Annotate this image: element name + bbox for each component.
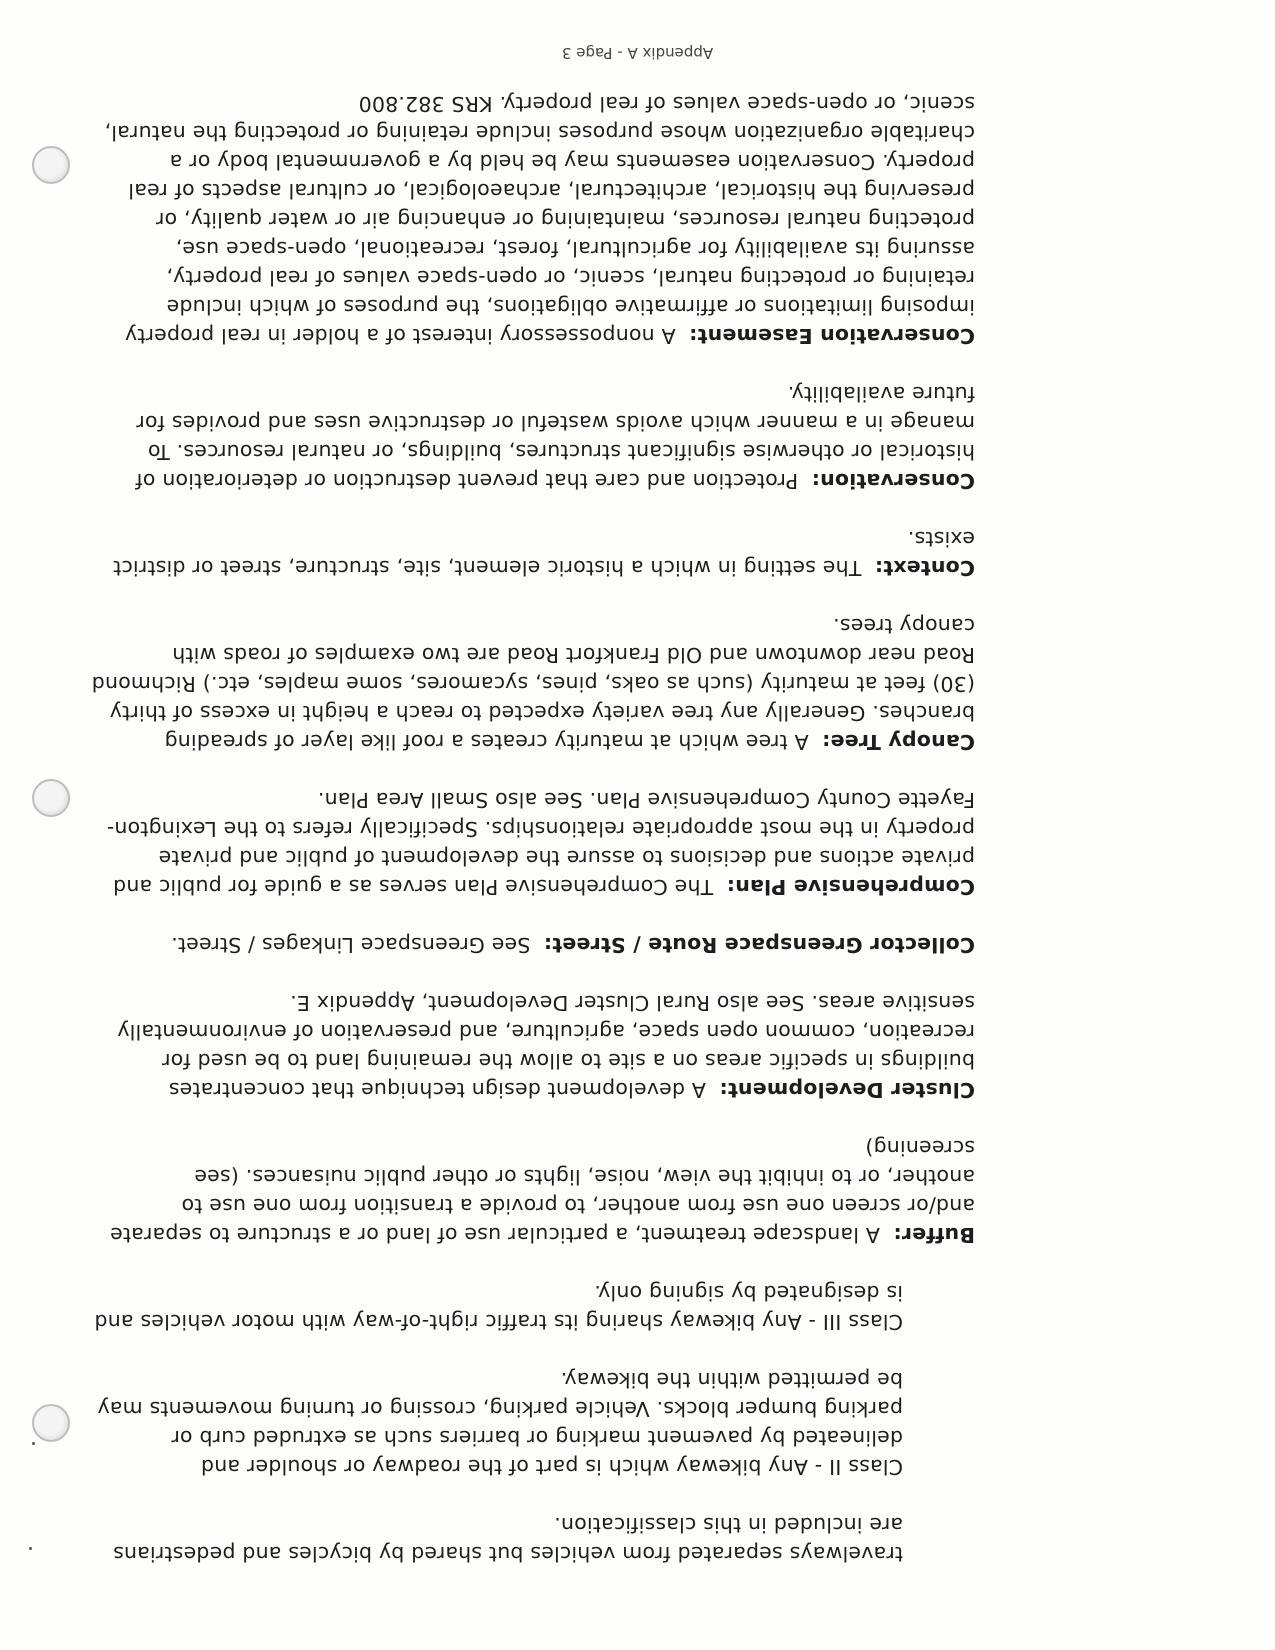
glossary-entry-conservation-easement	[90, 89, 975, 350]
binder-hole	[32, 146, 70, 184]
glossary-entry-canopy-tree	[90, 611, 975, 756]
binder-hole	[32, 779, 70, 817]
page-number: Appendix A - Page 3	[561, 44, 714, 62]
glossary-entry-comprehensive-plan	[90, 785, 975, 901]
entry-text: A development design technique that concentrates buildings in specific areas on a site to allow the remaining land to be used for recreation, common open space, agriculture, and preservation of environmentally sensitive areas. See also Rural Cluster Development, Appendix E.	[117, 991, 975, 1102]
glossary-entry-bikeway-class-iii	[90, 1278, 975, 1336]
scan-speck	[29, 1547, 32, 1550]
entry-text: travelways separated from vehicles but shared by bicycles and pedestrians are included in this classification.	[112, 1513, 903, 1566]
glossary-entry-context	[90, 524, 975, 582]
entry-text: Class III - Any bikeway sharing its traffic right-of-way with motor vehicles and is designated by signing only.	[94, 1281, 903, 1334]
scan-speck	[32, 1442, 35, 1445]
entry-text: The Comprehensive Plan serves as a guide for public and private actions and decisions to assure the development of public and private property in the most appropriate relationships. Specifically refers to the Lexington-Fayette County Comprehensive Plan. See also Small Area Plan.	[106, 788, 975, 899]
glossary-entry-conservation	[90, 379, 975, 495]
entry-text: A nonpossessory interest of a holder in real property imposing limitations or affirmative obligations, the purposes of which include retaining or protecting natural, scenic, or open-space values of real property, assuring its availability for agricultural, forest, recreational, open-space use, protecting natural resources, maintaining or enhancing air or water quality, or preserving the historical, architectural, archaeological, or cultural aspects of real property. Conservation easements may be held by a governmental body or a charitable organization whose purposes include retaining or protecting the natural, scenic, or open-space values of real property. KRS 382.800	[104, 92, 975, 348]
glossary-entry-bikeway-class-i-continued	[90, 1510, 975, 1568]
binder-hole	[32, 1404, 70, 1442]
entry-term: Collector Greenspace Route / Street:	[543, 933, 975, 957]
entry-term: Conservation:	[811, 469, 975, 493]
entry-text: Protection and care that prevent destruction or deterioration of historical or otherwise significant structures, buildings, or natural resources. To manage in a manner which avoids wasteful or destructive uses and provides for future availability.	[135, 382, 975, 493]
entry-text: Class II - Any bikeway which is part of the roadway or shoulder and delineated by pavement marking or barriers such as extruded curb or parking bumper blocks. Vehicle parking, crossing or turning movements may be permitted within the bikeway.	[97, 1368, 903, 1479]
glossary-entry-bikeway-class-ii	[90, 1365, 975, 1481]
entry-text: See Greenspace Linkages / Street.	[171, 933, 531, 957]
entry-term: Conservation Easement:	[689, 324, 975, 348]
entry-term: Context:	[874, 556, 975, 580]
glossary-entry-cluster-development	[90, 988, 975, 1104]
entry-text: The setting in which a historic element, site, structure, street or district exists.	[112, 527, 975, 580]
entry-term: Buffer:	[893, 1223, 975, 1247]
entry-term: Canopy Tree:	[822, 730, 975, 754]
entry-term: Comprehensive Plan:	[726, 875, 975, 899]
entry-text: A tree which at maturity creates a roof like layer of spreading branches. Generally any tree variety expected to reach a height in excess of thirty (30) feet at maturity (such as oaks, pines, sycamores, some maples, etc.) Richmond Road near downtown and Old Frankfort Road are two examples of roads with canopy trees.	[91, 614, 975, 754]
glossary-entry-collector-greenspace-route	[90, 930, 975, 959]
entry-term: Cluster Development:	[719, 1078, 975, 1102]
entry-text: A landscape treatment, a particular use of land or a structure to separate and/or screen one use from another, to provide a transition from one use to another, or to inhibit the view, noise, lights or other public nuisances. (see screening)	[109, 1136, 975, 1247]
glossary-body	[90, 60, 975, 1568]
glossary-entry-buffer	[90, 1133, 975, 1249]
